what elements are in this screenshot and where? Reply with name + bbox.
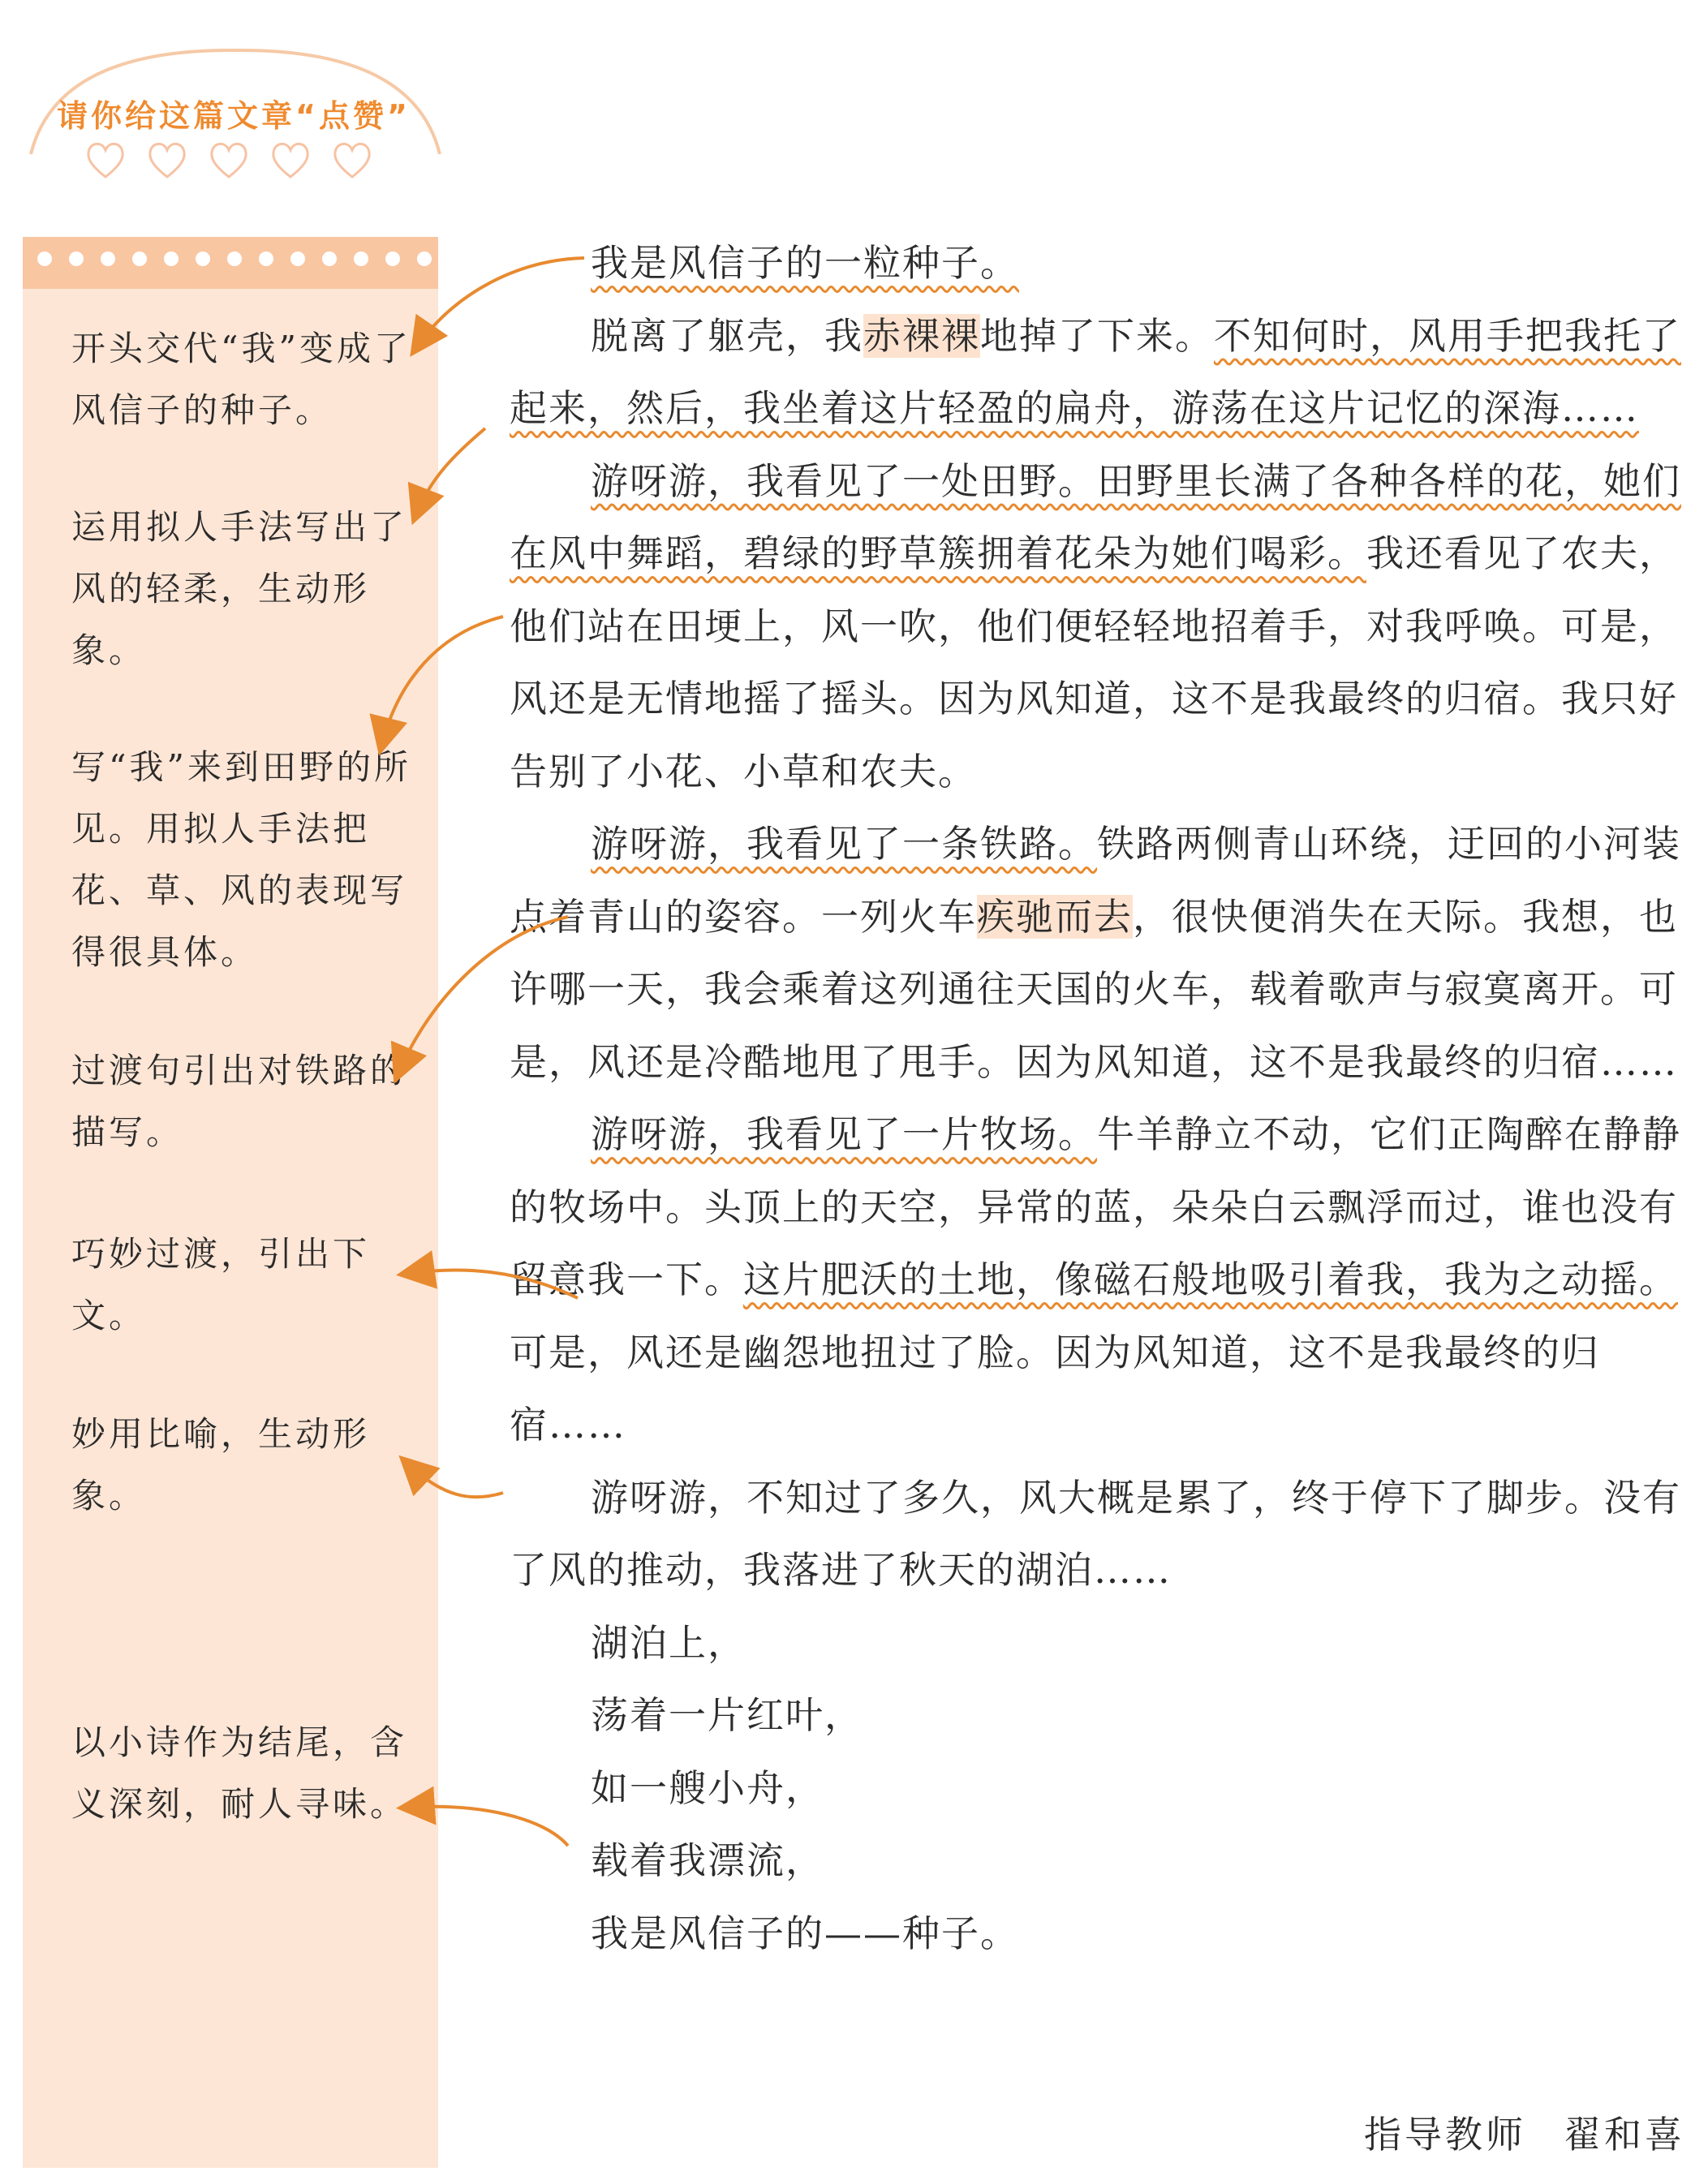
paragraph-3: 游呀游，我看见了一处田野。田野里长满了各种各样的花，她们在风中舞蹈，碧绿的野草簇拥着花朵为她们喝彩。我还看见了农夫，他们站在田埂上，风一吹，他们便轻轻地招着手，对我呼唤。可是，风还是无情地摇了摇头。因为风知道，这不是我最终的归宿。我只好告别了小花、小草和农夫。 [510, 458, 1681, 793]
highlighted-word: 疾驰而去 [977, 894, 1133, 939]
annotation-note-6: 妙用比喻，生动形象。 [71, 1414, 371, 1516]
highlighted-word: 赤裸裸 [863, 313, 980, 358]
essay-body [510, 227, 1686, 1970]
poem-line: 我是风信子的——种子。 [591, 1911, 1019, 1955]
underlined-sentence: 游呀游，我看见了一处田野。田野里长满了各种各样的花，她们在风中舞蹈，碧绿的野草簇拥着花朵为她们喝彩。 [510, 458, 1681, 575]
poem-line: 如一艘小舟， [591, 1765, 824, 1810]
poem-line: 载着我漂流， [591, 1838, 824, 1882]
underlined-sentence: 不知何时，风用手把我托了起来，然后，我坐着这片轻盈的扁舟，游荡在这片记忆的深海…… [510, 313, 1681, 430]
paragraph-2: 脱离了躯壳，我赤裸裸地掉了下来。不知何时，风用手把我托了起来，然后，我坐着这片轻盈的扁舟，游荡在这片记忆的深海…… [510, 313, 1681, 430]
teacher-credit [1364, 2105, 1685, 2159]
annotation-note-1: 开头交代“我”变成了风信子的种子。 [71, 329, 411, 430]
paragraph-5: 游呀游，我看见了一片牧场。牛羊静立不动，它们正陶醉在静静的牧场中。头顶上的天空，异常的蓝，朵朵白云飘浮而过，谁也没有留意我一下。这片肥沃的土地，像磁石般地吸引着我，我为之动摇。可是，风还是幽怨地扭过了脸。因为风知道，这不是我最终的归宿…… [510, 1112, 1681, 1447]
annotation-note-3: 写“我”来到田野的所见。用拟人手法把花、草、风的表现写得很具体。 [71, 747, 411, 972]
heart-icon[interactable] [329, 136, 375, 182]
annotation-sidebar [23, 237, 438, 2168]
underlined-sentence: 我是风信子的一粒种子。 [591, 241, 1019, 285]
binding-holes [37, 252, 463, 266]
sidebar-binding-strip [23, 237, 438, 289]
annotation-note-5: 巧妙过渡，引出下文。 [71, 1234, 371, 1335]
annotation-note-4: 过渡句引出对铁路的描写。 [71, 1051, 408, 1152]
teacher-name: 翟和喜 [1564, 2113, 1685, 2156]
underlined-sentence: 这片肥沃的土地，像磁石般地吸引着我，我为之动摇。 [743, 1258, 1678, 1301]
heart-icon[interactable] [144, 136, 190, 182]
underlined-sentence: 游呀游，我看见了一条铁路。 [591, 822, 1097, 866]
paragraph-4: 游呀游，我看见了一条铁路。铁路两侧青山环绕，迂回的小河装点着青山的姿容。一列火车疾驰而去，很快便消失在天际。我想，也许哪一天，我会乘着这列通往天国的火车，载着歌声与寂寞离开。可是，风还是冷酷地甩了甩手。因为风知道，这不是我最终的归宿…… [510, 822, 1681, 1084]
poem-line: 荡着一片红叶， [591, 1693, 863, 1737]
teacher-label: 指导教师 [1364, 2113, 1526, 2156]
paragraph-6: 游呀游，不知过了多久，风大概是累了，终于停下了脚步。没有了风的推动，我落进了秋天的湖泊…… [510, 1475, 1681, 1592]
heart-icon[interactable] [206, 136, 252, 182]
praise-header [24, 32, 446, 187]
paragraph-1 [510, 227, 1686, 300]
header-title: 请你给这篇文章“点赞” [57, 98, 411, 134]
heart-rating [83, 136, 375, 182]
underlined-sentence: 游呀游，我看见了一片牧场。 [591, 1112, 1097, 1156]
annotation-note-2: 运用拟人手法写出了风的轻柔，生动形象。 [71, 507, 408, 670]
poem-line: 湖泊上， [591, 1620, 746, 1665]
heart-icon[interactable] [268, 136, 313, 182]
annotation-note-7: 以小诗作为结尾，含义深刻，耐人寻味。 [71, 1722, 408, 1824]
heart-icon[interactable] [83, 136, 128, 182]
